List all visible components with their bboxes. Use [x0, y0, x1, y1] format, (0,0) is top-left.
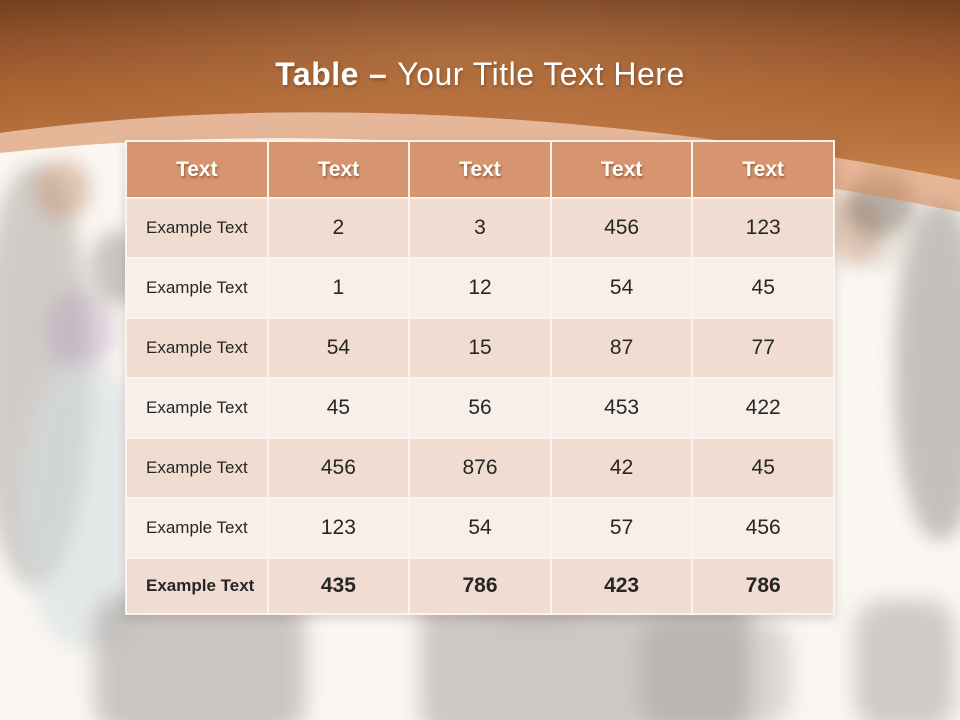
table-cell: 42 — [552, 439, 692, 497]
table-cell: 15 — [410, 319, 550, 377]
table-cell: 45 — [269, 379, 409, 437]
column-header: Text — [127, 142, 267, 197]
data-table — [125, 140, 835, 615]
table-cell: 435 — [269, 559, 409, 613]
background-figure — [640, 618, 790, 720]
table-cell: 786 — [410, 559, 550, 613]
table-cell: 423 — [552, 559, 692, 613]
table-cell: 54 — [269, 319, 409, 377]
table-cell: 2 — [269, 199, 409, 257]
table-cell: 3 — [410, 199, 550, 257]
table-cell: 123 — [269, 499, 409, 557]
table-cell: 87 — [552, 319, 692, 377]
table-cell: 786 — [693, 559, 833, 613]
column-header: Text — [693, 142, 833, 197]
background-figure — [45, 290, 115, 370]
background-figure — [855, 600, 955, 720]
table-cell: 45 — [693, 259, 833, 317]
table-cell: 453 — [552, 379, 692, 437]
row-label: Example Text — [127, 439, 267, 497]
title-text: Your Title Text Here — [397, 56, 685, 92]
table-cell: 123 — [693, 199, 833, 257]
table-cell: 56 — [410, 379, 550, 437]
table-cell: 77 — [693, 319, 833, 377]
row-label: Example Text — [127, 559, 267, 613]
row-label: Example Text — [127, 199, 267, 257]
slide-title — [0, 54, 960, 94]
title-keyword: Table — [275, 56, 359, 92]
table-cell: 54 — [410, 499, 550, 557]
row-label: Example Text — [127, 499, 267, 557]
column-header: Text — [269, 142, 409, 197]
table-cell: 876 — [410, 439, 550, 497]
table-cell: 57 — [552, 499, 692, 557]
table-cell: 1 — [269, 259, 409, 317]
table-cell: 456 — [693, 499, 833, 557]
title-dash: – — [368, 56, 388, 92]
column-header: Text — [552, 142, 692, 197]
table-cell: 422 — [693, 379, 833, 437]
row-label: Example Text — [127, 259, 267, 317]
column-header: Text — [410, 142, 550, 197]
table-cell: 456 — [269, 439, 409, 497]
table-cell: 54 — [552, 259, 692, 317]
table-cell: 456 — [552, 199, 692, 257]
row-label: Example Text — [127, 319, 267, 377]
table-cell: 45 — [693, 439, 833, 497]
row-label: Example Text — [127, 379, 267, 437]
table-cell: 12 — [410, 259, 550, 317]
